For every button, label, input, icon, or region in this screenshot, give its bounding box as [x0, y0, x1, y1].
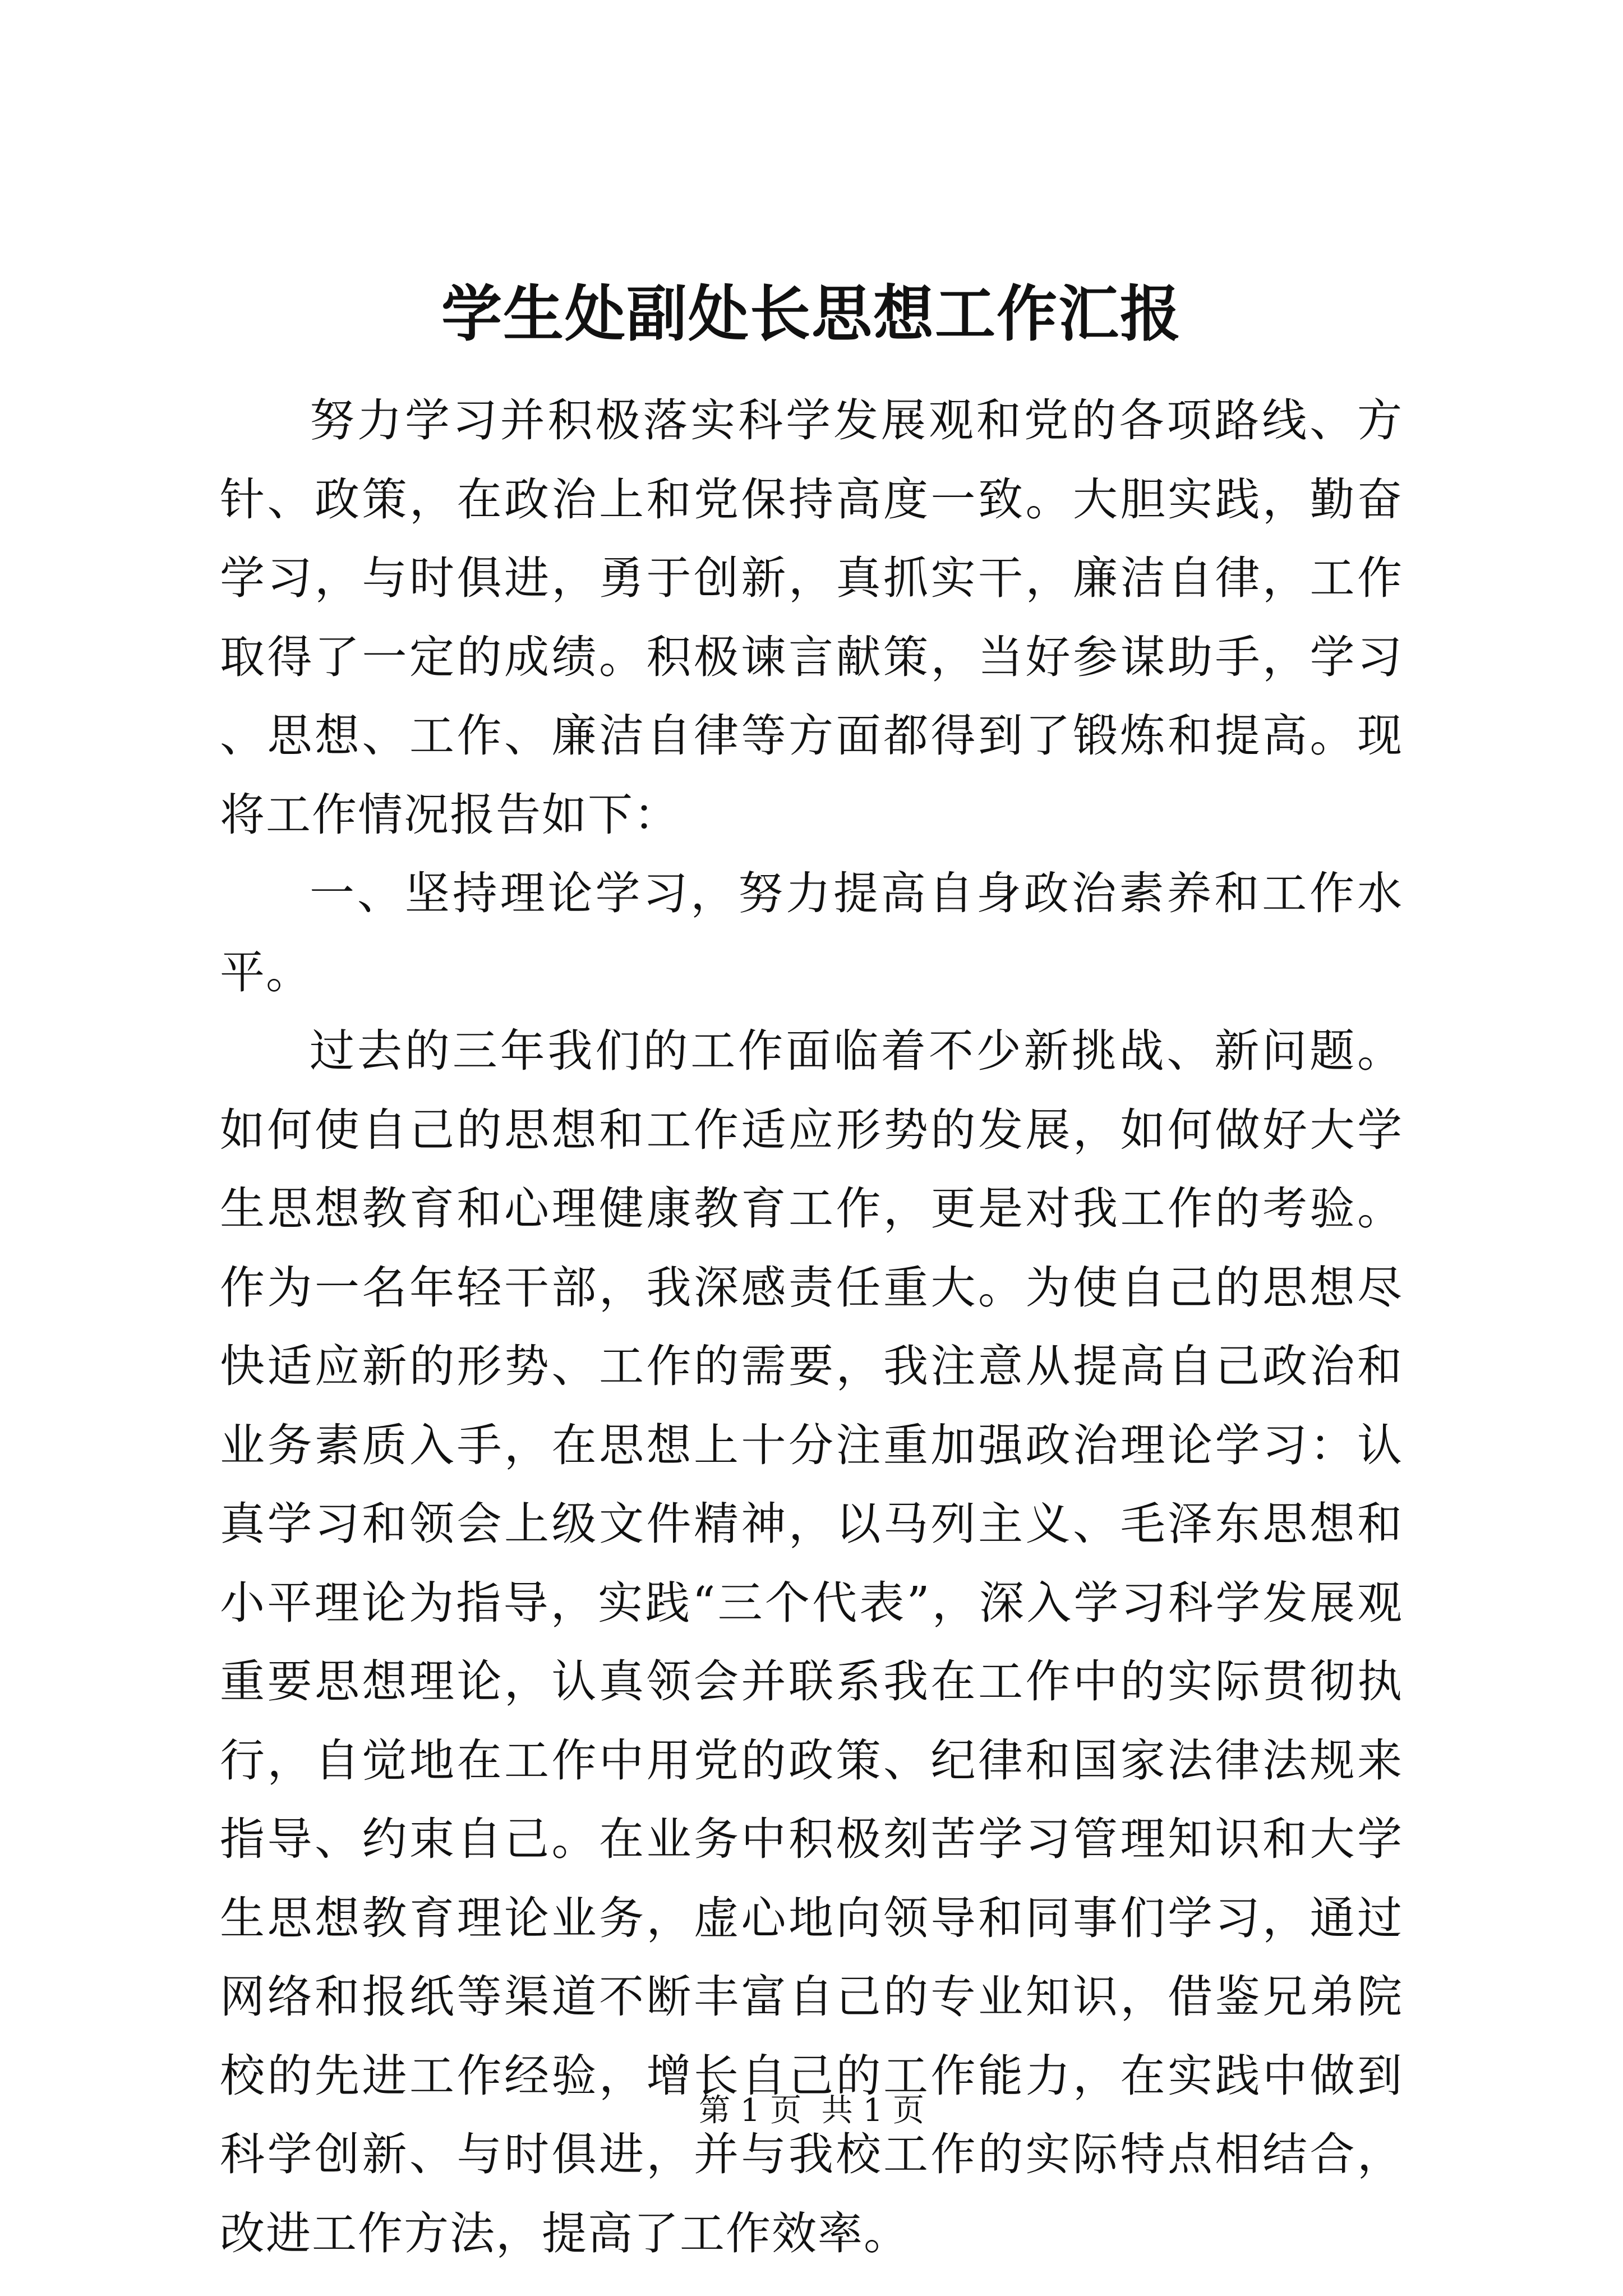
paragraph-theory-study: 过去的三年我们的工作面临着不少新挑战、新问题。如何使自己的思想和工作适应形势的发展，如何做好大学生思想教育和心理健康教育工作，更是对我工作的考验。作为一名年轻干部，我深感责任重大。为使自己的思想尽快适应新的形势、工作的需要，我注意从提高自己政治和业务素质入手，在思想上十分注重加强政治理论学习：认真学习和领会上级文件精神，以马列主义、毛泽东思想和小平理论为指导，实践“三个代表”，深入学习科学发展观重要思想理论，认真领会并联系我在工作中的实际贯彻执行，自觉地在工作中用党的政策、纪律和国家法律法规来指导、约束自己。在业务中积极刻苦学习管理知识和大学生思想教育理论业务，虚心地向领导和同事们学习，通过网络和报纸等渠道不断丰富自己的专业知识，借鉴兄弟院校的先进工作经验，增长自己的工作能力，在实践中做到科学创新、与时俱进，并与我校工作的实际特点相结合，改进工作方法，提高了工作效率。	[220, 1025, 1403, 2260]
page-number-label: 第 1 页 共 1 页	[698, 2092, 925, 2129]
paragraph-intro: 努力学习并积极落实科学发展观和党的各项路线、方针、政策，在政治上和党保持高度一致。大胆实践，勤奋学习，与时俱进，勇于创新，真抓实干，廉洁自律，工作取得了一定的成绩。积极谏言献策，当好参谋助手，学习、思想、工作、廉洁自律等方面都得到了锻炼和提高。现将工作情况报告如下：	[220, 394, 1403, 841]
document-body	[220, 381, 1403, 2273]
page-footer	[0, 2091, 1623, 2131]
paragraph-section-heading: 一、坚持理论学习，努力提高自身政治素养和工作水平。	[220, 867, 1403, 999]
document-title: 学生处副处长思想工作汇报	[441, 279, 1182, 349]
